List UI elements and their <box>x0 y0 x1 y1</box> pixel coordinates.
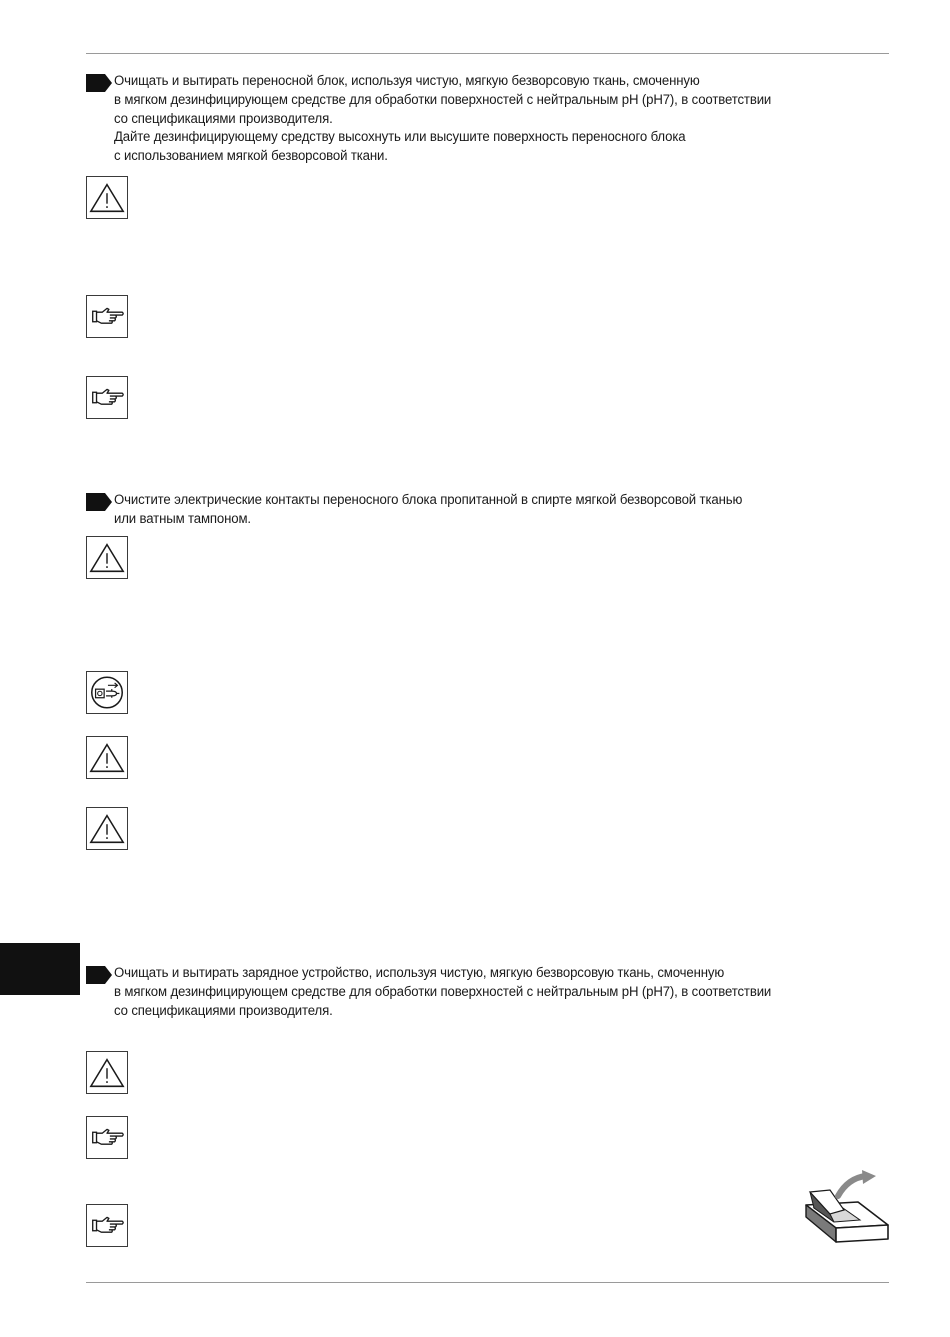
step-3 <box>86 964 892 1020</box>
warning-icon <box>86 536 128 579</box>
step-1-line-2: в мягком дезинфицирующем средстве для обработки поверхностей с нейтральным pH (pH7), в соответствии <box>114 91 772 108</box>
step-1-line-4: Дайте дезинфицирующему средству высохнуть или высушите поверхность переносного блока <box>114 129 686 146</box>
step-1 <box>86 72 892 166</box>
top-rule <box>86 53 889 54</box>
disconnect-plug-icon <box>86 671 128 714</box>
pointing-hand-icon <box>86 376 128 419</box>
step-1-line-1: Очищать и вытирать переносной блок, используя чистую, мягкую безворсовую ткань, смоченную <box>114 73 700 89</box>
warning-icon <box>86 736 128 779</box>
pointing-hand-icon <box>86 1204 128 1247</box>
warning-icon <box>86 1051 128 1094</box>
warning-icon <box>86 807 128 850</box>
bottom-rule <box>86 1282 889 1283</box>
step-2-text <box>114 491 895 529</box>
step-arrow-icon <box>86 966 112 984</box>
step-1-line-3: со спецификациями производителя. <box>114 110 333 127</box>
step-1-text <box>114 72 895 166</box>
step-arrow-icon <box>86 74 112 92</box>
step-2-line-1: Очистите электрические контакты переносного блока пропитанной в спирте мягкой безворсовой тканью <box>114 492 743 508</box>
section-tab-marker <box>0 943 80 995</box>
step-1-line-5: с использованием мягкой безворсовой ткани. <box>114 148 388 165</box>
step-3-line-2: в мягком дезинфицирующем средстве для обработки поверхностей с нейтральным pH (pH7), в соответствии <box>114 983 772 1000</box>
step-3-text <box>114 964 895 1020</box>
pointing-hand-icon <box>86 1116 128 1159</box>
warning-icon <box>86 176 128 219</box>
step-2 <box>86 491 892 529</box>
step-3-line-1: Очищать и вытирать зарядное устройство, используя чистую, мягкую безворсовую ткань, смоченную <box>114 965 725 981</box>
step-3-line-3: со спецификациями производителя. <box>114 1002 333 1019</box>
pointing-hand-icon <box>86 295 128 338</box>
step-2-line-2: или ватным тампоном. <box>114 510 251 527</box>
step-arrow-icon <box>86 493 112 511</box>
charger-lid-illustration <box>800 1170 892 1248</box>
